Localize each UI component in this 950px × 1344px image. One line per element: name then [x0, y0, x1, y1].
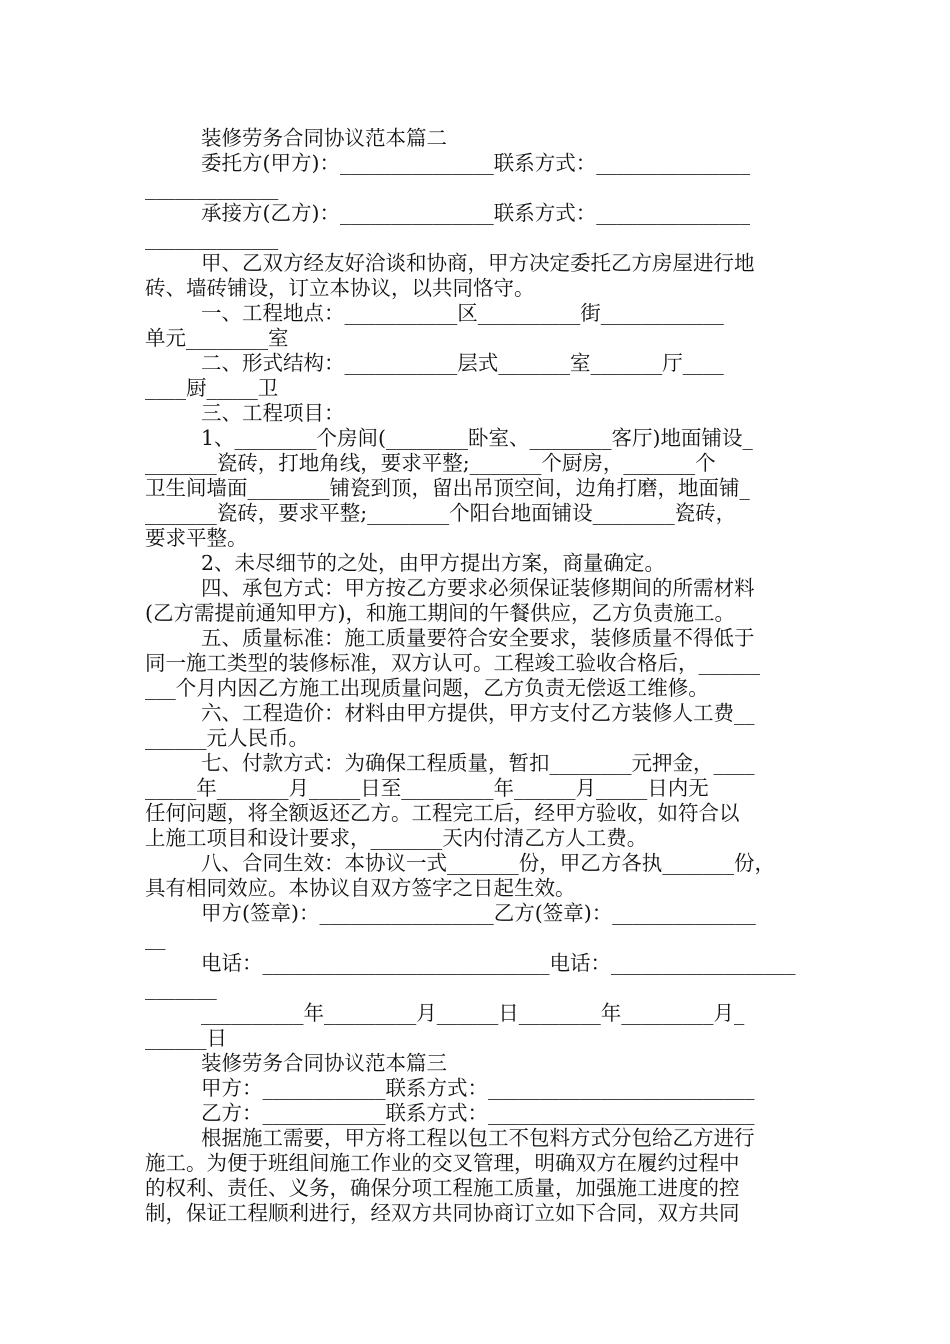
- text-line: 甲、乙双方经友好洽谈和协商，甲方决定委托乙方房屋进行地: [201, 251, 755, 275]
- text-line: ____厨_____卫: [145, 376, 279, 400]
- text-line: _______: [145, 976, 217, 1000]
- text-line: 乙方：____________联系方式：__________________________: [201, 1101, 755, 1125]
- text-line: _____________: [145, 226, 279, 250]
- text-line: 同一施工类型的装修标准，双方认可。工程竣工验收合格后，______: [145, 651, 760, 675]
- text-line: ______日: [145, 1026, 227, 1050]
- text-line: 装修劳务合同协议范本篇三: [201, 1051, 447, 1075]
- text-line: __________年_________月______日________年_________月_: [201, 1001, 745, 1025]
- text-line: 的权利、责任、义务，确保分项工程施工质量，加强施工进度的控: [145, 1176, 740, 1200]
- text-line: ___个月内因乙方施工出现质量问题，乙方负责无偿返工维修。: [145, 676, 709, 700]
- text-line: 施工。为便于班组间施工作业的交叉管理，明确双方在履约过程中: [145, 1151, 740, 1175]
- text-line: 一、工程地点：___________区__________街____________: [201, 301, 724, 325]
- text-line: 装修劳务合同协议范本篇二: [201, 126, 447, 150]
- text-line: 卫生间墙面________铺瓷到顶，留出吊顶空间，边角打磨，地面铺_: [145, 476, 750, 500]
- text-line: 具有相同效应。本协议自双方签字之日起生效。: [145, 876, 576, 900]
- text-line: 1、________个房间(________卧室、________客厅)地面铺设_: [201, 426, 753, 450]
- text-line: ______元人民币。: [145, 726, 309, 750]
- text-line: 砖、墙砖铺设，订立本协议，以共同恪守。: [145, 276, 535, 300]
- text-line: 委托方(甲方)：_______________联系方式：_______________: [201, 151, 750, 175]
- text-line: 单元________室: [145, 326, 289, 350]
- text-line: 2、未尽细节的之处，由甲方提出方案，商量确定。: [201, 551, 666, 575]
- text-line: 甲方：____________联系方式：__________________________: [201, 1076, 755, 1100]
- text-line: 制，保证工程顺利进行，经双方共同协商订立如下合同，双方共同: [145, 1201, 740, 1225]
- text-line: 要求平整。: [145, 526, 248, 550]
- text-line: 四、承包方式：甲方按乙方要求必须保证装修期间的所需材料: [201, 576, 755, 600]
- text-line: 六、工程造价：材料由甲方提供，甲方支付乙方装修人工费__: [201, 701, 755, 725]
- text-line: __: [145, 926, 166, 950]
- text-line: 三、工程项目：: [201, 401, 345, 425]
- text-line: 五、质量标准：施工质量要符合安全要求，装修质量不得低于: [201, 626, 755, 650]
- text-line: _______瓷砖，要求平整;________个阳台地面铺设________瓷砖，: [145, 501, 737, 525]
- text-line: 承接方(乙方)：_______________联系方式：_______________: [201, 201, 750, 225]
- text-line: 八、合同生效：本协议一式_______份，甲乙方各执_______份，: [201, 851, 775, 875]
- text-line: _____年_______月_____日至_________年______月_____日内无: [145, 776, 709, 800]
- text-line: 上施工项目和设计要求，_______天内付清乙方人工费。: [145, 826, 648, 850]
- text-line: _____________: [145, 176, 279, 200]
- text-line: 根据施工需要，甲方将工程以包工不包料方式分包给乙方进行: [201, 1126, 755, 1150]
- text-line: 七、付款方式：为确保工程质量，暂扣________元押金，____: [201, 751, 755, 775]
- text-line: _______瓷砖，打地角线，要求平整;_______个厨房，_______个: [145, 451, 716, 475]
- text-line: 电话：____________________________电话：__________________: [201, 951, 796, 975]
- text-line: 甲方(签章)：_________________乙方(签章)：______________: [201, 901, 756, 925]
- text-line: (乙方需提前通知甲方)，和施工期间的午餐供应，乙方负责施工。: [145, 601, 735, 625]
- text-line: 二、形式结构：___________层式_______室_______厅____: [201, 351, 724, 375]
- text-line: 任何问题，将全额返还乙方。工程完工后，经甲方验收，如符合以: [145, 801, 740, 825]
